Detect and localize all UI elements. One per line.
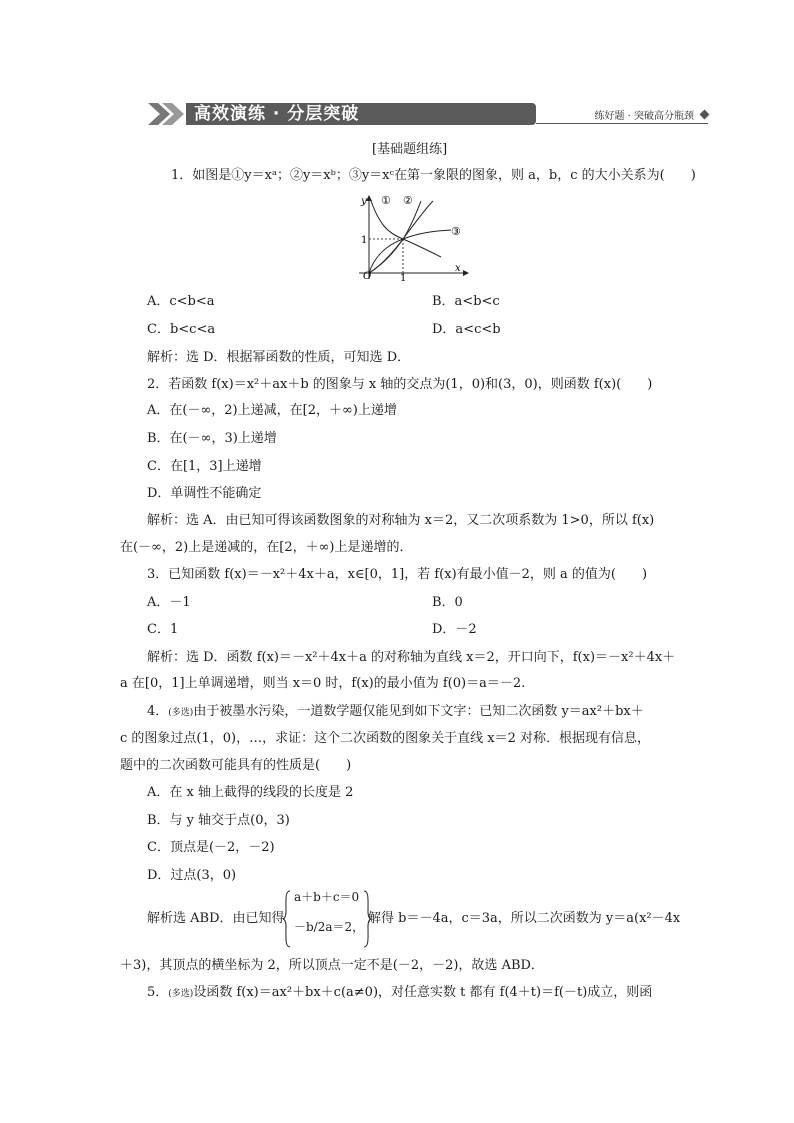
q2-option-d: D．单调性不能确定 [147, 486, 262, 501]
power-function-graph [345, 193, 470, 281]
left-brace-icon [282, 890, 292, 948]
q3-option-c: C．1 [147, 622, 179, 637]
banner-tagline: 练好题 · 突破高分瓶颈 [594, 111, 694, 122]
q4-option-d: D．过点(3，0) [147, 868, 237, 883]
q2-stem: 2．若函数 f(x)＝x²＋ax＋b 的图象与 x 轴的交点为(1，0)和(3，0)，则函数 f(x)( ) [147, 377, 653, 392]
q2-analysis-line2: 在(－∞，2)上是递减的，在[2，＋∞)上是递增的． [120, 540, 413, 555]
q4-stem-line2: c 的图象过点(1，0)，…，求证：这个二次函数的图象关于直线 x＝2 对称．根据现有信息， [120, 731, 650, 746]
q1-option-d: D．a<c<b [432, 322, 501, 337]
curve-3 [369, 230, 451, 273]
q1-option-b: B．a<b<c [432, 294, 500, 309]
diamond-icon [700, 110, 710, 120]
q2-option-a: A．在(－∞，2)上递减，在[2，＋∞)上递增 [147, 403, 397, 418]
graph-curve-label-2: ② [403, 194, 413, 207]
q4-stem-line1 [147, 703, 644, 722]
q3-analysis-line2: a 在[0，1]上单调递增，则当 x＝0 时，f(x)的最小值为 f(0)＝a＝－2. [120, 676, 526, 691]
graph-origin-label: O [363, 271, 372, 281]
q4-option-b: B．与 y 轴交于点(0，3) [147, 813, 290, 828]
banner-title: 高效演练 · 分层突破 [194, 104, 360, 124]
q3-option-d: D．－2 [432, 622, 477, 637]
section-banner [148, 101, 708, 127]
q4-number: 4． [147, 704, 169, 719]
q1-option-c: C．b<c<a [147, 322, 216, 337]
graph-y-label: y [361, 196, 367, 207]
graph-curve-label-1: ① [381, 194, 391, 207]
q1-analysis: 解析：选 D．根据幂函数的性质，可知选 D． [147, 350, 411, 365]
q1-stem: 1．如图是①y＝xᵃ；②y＝xᵇ；③y＝xᶜ在第一象限的图象，则 a，b，c 的大小关系为( ) [171, 168, 696, 183]
curve-decreasing [371, 201, 441, 257]
q4-option-c: C．顶点是(－2，－2) [147, 840, 275, 855]
graph-x-label: x [455, 263, 461, 274]
equation-system [282, 888, 372, 948]
curve-2 [369, 201, 433, 273]
banner-rule [536, 123, 708, 124]
q4-analysis-line2: ＋3)，其顶点的横坐标为 2，所以顶点一定不是(－2，－2)，故选 ABD． [120, 958, 544, 973]
graph-one-x: 1 [400, 273, 407, 281]
q3-stem: 3．已知函数 f(x)＝－x²＋4x＋a，x∈[0，1]，若 f(x)有最小值－2，则 a 的值为( ) [147, 567, 648, 582]
double-chevron-icon [148, 101, 188, 127]
q2-option-b: B．在(－∞，3)上递增 [147, 431, 277, 446]
q5-stem-text: 设函数 f(x)＝ax²＋bx＋c(a≠0)，对任意实数 t 都有 f(4＋t)＝f(－t)成立，则函 [193, 985, 653, 1000]
q5-stem [147, 984, 652, 1003]
q3-option-b: B．0 [432, 595, 463, 610]
q4-stem-line3: 题中的二次函数可能具有的性质是( ) [120, 758, 352, 773]
section-heading: [基础题组练] [372, 142, 448, 157]
curve-1 [369, 201, 421, 273]
q4-multi-tag: (多选) [168, 708, 194, 718]
q5-number: 5． [147, 985, 169, 1000]
graph-curve-label-3: ③ [451, 225, 461, 238]
q4-stem-text: 由于被墨水污染，一道数学题仅能见到如下文字：已知二次函数 y＝ax²＋bx＋ [193, 704, 644, 719]
system-eq2: －b/2a＝2， [294, 920, 365, 934]
q1-option-a: A．c<b<a [147, 294, 215, 309]
q4-analysis-pre: 解析选 ABD．由已知得 [147, 911, 285, 926]
q5-multi-tag: (多选) [168, 989, 194, 999]
q2-analysis-line1: 解析：选 A．由已知可得该函数图象的对称轴为 x＝2，又二次项系数为 1>0，所以 f(x) [147, 513, 655, 528]
q4-analysis-post: 解得 b＝－4a，c＝3a，所以二次函数为 y＝a(x²－4x [368, 911, 681, 926]
q4-option-a: A．在 x 轴上截得的线段的长度是 2 [147, 785, 354, 800]
graph-one-y: 1 [361, 235, 368, 246]
q2-option-c: C．在[1，3]上递增 [147, 459, 262, 474]
q3-option-a: A．－1 [147, 595, 191, 610]
q3-analysis-line1: 解析：选 D．函数 f(x)＝－x²＋4x＋a 的对称轴为直线 x＝2，开口向下，f(x)＝－x²＋4x＋ [147, 650, 676, 665]
system-eq1: a＋b＋c＝0 [294, 890, 360, 904]
